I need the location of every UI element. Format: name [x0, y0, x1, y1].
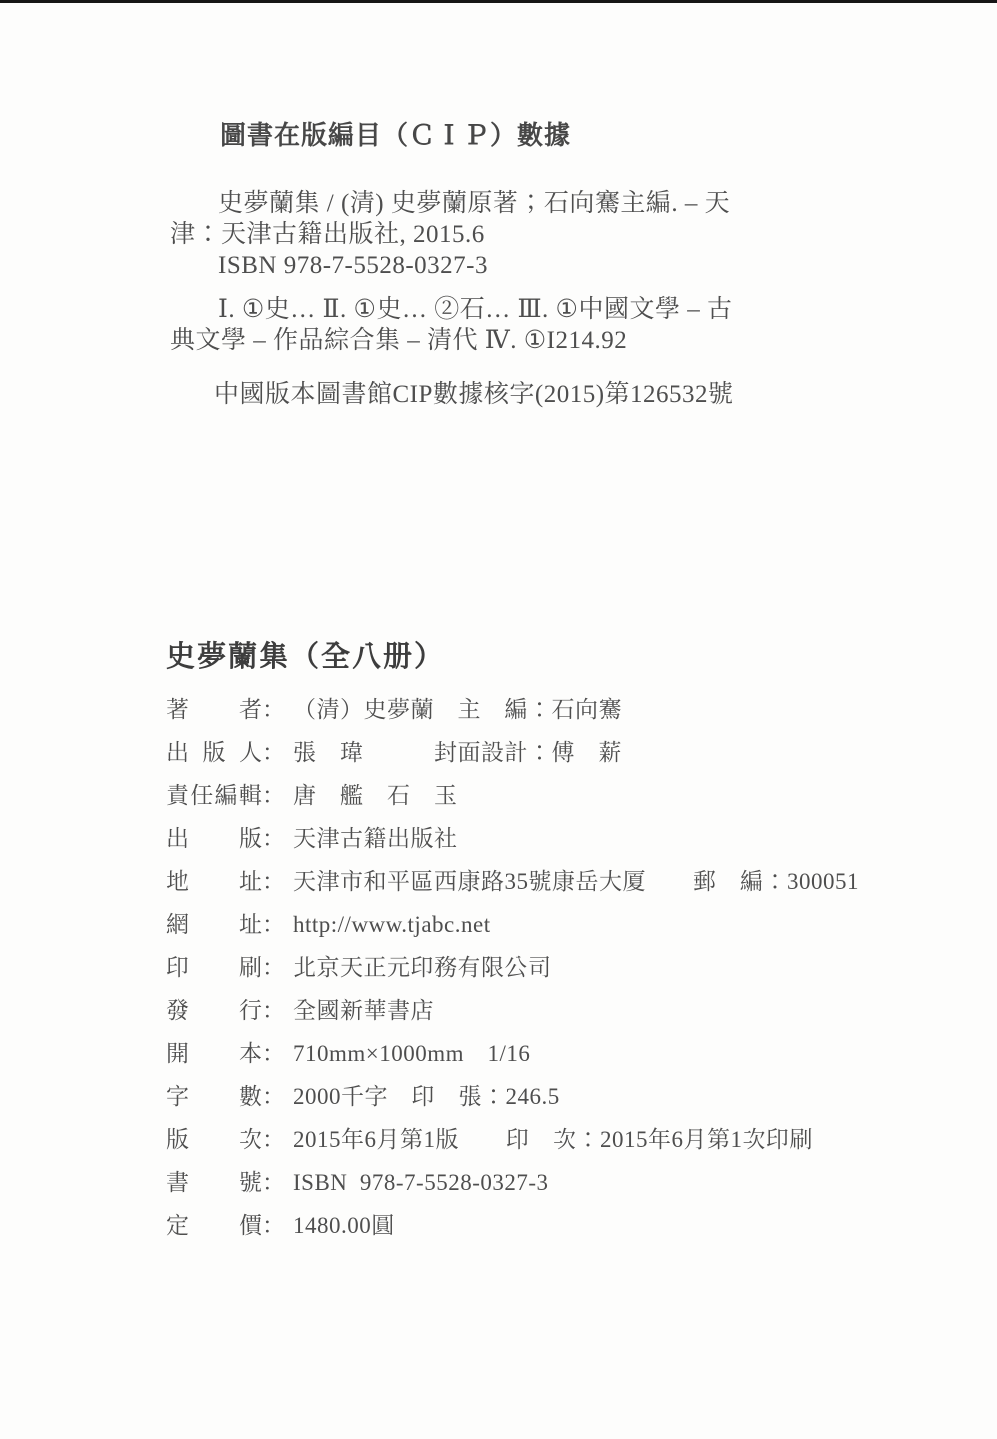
cip-classification-line-1: Ⅰ. ①史… Ⅱ. ①史… ②石… Ⅲ. ①中國文學 – 古 [218, 296, 733, 323]
row-colon: ： [262, 697, 285, 722]
row-colon: ： [262, 912, 285, 937]
row-value: 2000千字 印 張：246.5 [293, 1084, 560, 1109]
scan-top-edge [0, 0, 997, 3]
isbn-number: ISBN 978-7-5528-0327-3 [293, 1170, 549, 1195]
row-value: （清）史夢蘭 主 編：石向騫 [293, 697, 622, 722]
row-colon: ： [262, 783, 285, 808]
cip-heading: 圖書在版編目（ＣＩＰ）數據 [220, 120, 572, 150]
colophon-row-isbn [166, 1161, 926, 1204]
row-label: 定價 [166, 1213, 262, 1238]
row-colon: ： [262, 1041, 285, 1066]
colophon-row-format [166, 1032, 926, 1075]
row-colon: ： [262, 826, 285, 851]
row-label: 著者 [166, 697, 262, 722]
colophon-row-edition [166, 1118, 926, 1161]
colophon-row-word-count [166, 1075, 926, 1118]
row-value: 710mm×1000mm 1/16 [293, 1041, 531, 1066]
cip-isbn-line: ISBN 978-7-5528-0327-3 [218, 252, 489, 279]
colophon-row-author [166, 688, 926, 731]
colophon-row-website [166, 903, 926, 946]
colophon-row-price [166, 1204, 926, 1247]
colophon-row-responsible-editor [166, 774, 926, 817]
colophon-row-publisher-person [166, 731, 926, 774]
row-colon: ： [262, 998, 285, 1023]
row-colon: ： [262, 1084, 285, 1109]
row-colon: ： [262, 1213, 285, 1238]
colophon-block [166, 638, 926, 1247]
colophon-row-publishing-house [166, 817, 926, 860]
row-label: 字數 [166, 1084, 262, 1109]
row-value: 全國新華書店 [293, 998, 434, 1023]
website-url: http://www.tjabc.net [293, 912, 491, 937]
book-title: 史夢蘭集（全八册） [166, 641, 446, 673]
colophon-row-distributor [166, 989, 926, 1032]
row-value: 天津市和平區西康路35號康岳大厦 郵 編：300051 [293, 869, 859, 894]
row-value: 唐 艦 石 玉 [293, 783, 458, 808]
colophon-rows [166, 688, 926, 1247]
row-label: 地址 [166, 869, 262, 894]
row-colon: ： [262, 1170, 285, 1195]
row-label: 責任編輯 [166, 783, 262, 808]
row-colon: ： [262, 1127, 285, 1152]
colophon-row-address [166, 860, 926, 903]
row-value: 北京天正元印務有限公司 [293, 955, 552, 980]
row-label: 印刷 [166, 955, 262, 980]
row-label: 書號 [166, 1170, 262, 1195]
row-label: 版次 [166, 1127, 262, 1152]
row-label: 開本 [166, 1041, 262, 1066]
row-label: 出版 [166, 826, 262, 851]
row-label: 網址 [166, 912, 262, 937]
cip-title-statement-line-1: 史夢蘭集 / (清) 史夢蘭原著；石向騫主編. – 天 [218, 190, 731, 217]
row-value: 天津古籍出版社 [293, 826, 458, 851]
row-colon: ： [262, 955, 285, 980]
cip-record-number-line: 中國版本圖書館CIP數據核字(2015)第126532號 [214, 381, 734, 408]
row-value: 2015年6月第1版 印 次：2015年6月第1次印刷 [293, 1127, 813, 1152]
row-colon: ： [262, 869, 285, 894]
row-label: 發行 [166, 998, 262, 1023]
colophon-row-printer [166, 946, 926, 989]
cip-classification-line-2: 典文學 – 作品綜合集 – 清代 Ⅳ. ①I214.92 [170, 327, 628, 354]
row-label: 出版人 [166, 740, 262, 765]
cip-title-statement-line-2: 津：天津古籍出版社, 2015.6 [170, 221, 485, 248]
row-colon: ： [262, 740, 285, 765]
price-value: 1480.00圓 [293, 1213, 395, 1238]
row-value: 張 瑋 封面設計：傅 薪 [293, 740, 622, 765]
cip-bibliographic-paragraph [170, 188, 750, 281]
cip-classification-paragraph [170, 294, 750, 356]
cip-data-block [170, 118, 750, 410]
